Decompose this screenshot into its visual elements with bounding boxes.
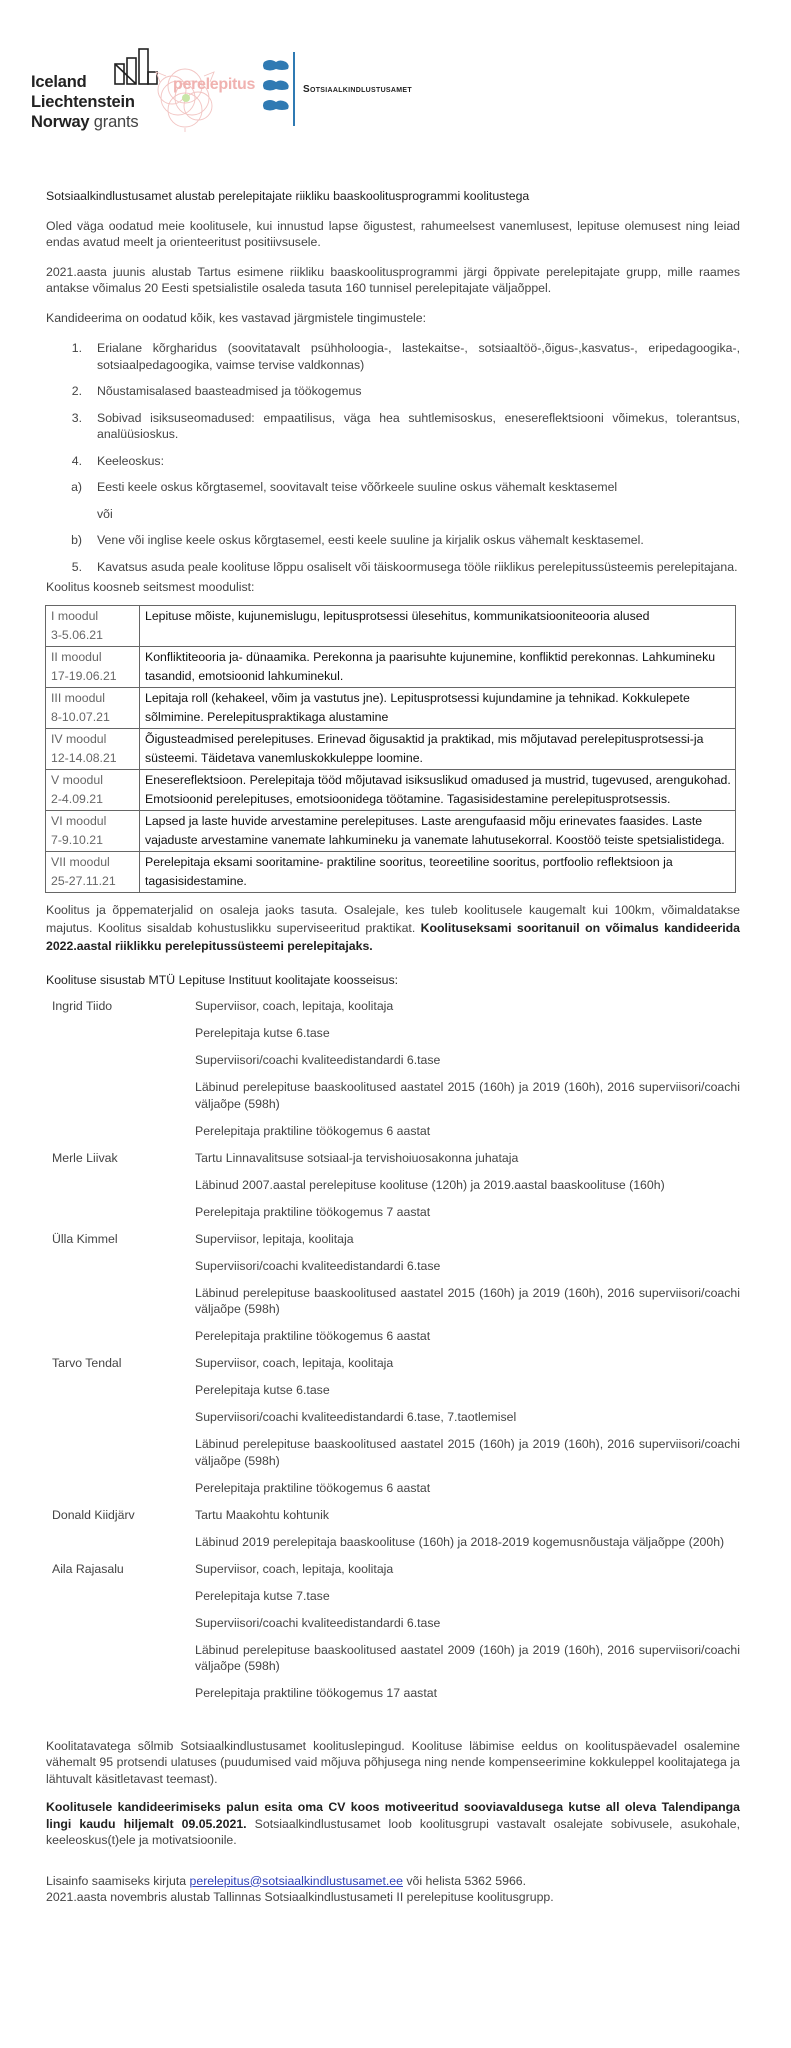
trainer-detail-row <box>46 1409 740 1426</box>
module-description: Enesereflektsioon. Perelepitaja tööd mõjutavad isiksuslikud omadused ja mustrid, tugevused, arengukohad. Emotsioonid perelepituses, emotsioonidega töötamine. Tagasisidestamine perelepitusprotsessis. <box>140 769 736 810</box>
footer-section <box>46 1738 740 1906</box>
module-description: Konfliktiteooria ja- dünaamika. Perekonna ja paarisuhte kujunemine, konfliktid perekonnas. Lahkumineku tasandid, emotsioonid lahkuminekul. <box>140 646 736 687</box>
module-row <box>46 851 736 892</box>
module-description: Lapsed ja laste huvide arvestamine perelepituses. Laste arengufaasid mõju erinevates faasides. Laste vajaduste arvestamine vanemate lahkumineku ja vanemate lahutusekorral. Koostöö teiste spetsialistidega. <box>140 810 736 851</box>
module-row <box>46 605 736 646</box>
trainer-credential: Superviisor, coach, lepitaja, koolitaja <box>195 1561 394 1576</box>
trainer-detail-row <box>46 1079 740 1112</box>
trainer-credential: Perelepitaja praktiline töökogemus 7 aastat <box>195 1204 431 1219</box>
module-row <box>46 728 736 769</box>
trainer-detail-row <box>46 1123 740 1140</box>
trainer-name: Merle Liivak <box>52 1150 118 1165</box>
trainer-detail-row <box>46 1258 740 1275</box>
trainer-credential: Perelepitaja praktiline töökogemus 6 aastat <box>195 1123 431 1138</box>
module-row <box>46 646 736 687</box>
trainer-detail-row <box>46 1615 740 1632</box>
perelepitus-flower-icon <box>130 62 250 132</box>
requirement-item <box>46 410 740 443</box>
eea-line-grants: grants <box>93 113 139 131</box>
module-dates: 12-14.08.21 <box>51 750 117 765</box>
module-label <box>46 851 140 892</box>
requirement-text: Eesti keele oskus kõrgtasemel, soovitavalt teise võõrkeele suuline oskus vähemalt kesktasemel <box>97 480 618 494</box>
sotsiaalkindlustusamet-wordmark: Sotsiaalkindlustusamet <box>303 84 412 95</box>
eea-grants-wordmark <box>31 72 138 132</box>
trainer-credential: Läbinud perelepituse baaskoolitused aastatel 2015 (160h) ja 2019 (160h), 2016 superviisori/coachi väljaõpe (598h) <box>195 1437 740 1468</box>
trainer-credential: Perelepitaja praktiline töökogemus 6 aastat <box>195 1480 431 1495</box>
module-dates: 17-19.06.21 <box>51 668 117 683</box>
trainer-detail-row <box>46 1480 740 1497</box>
trainer-credential: Superviisor, lepitaja, koolitaja <box>195 1231 354 1246</box>
module-label <box>46 769 140 810</box>
requirement-subitem <box>46 532 740 549</box>
perelepitus-wordmark: perelepitus <box>173 76 256 93</box>
trainer-name: Ülla Kimmel <box>52 1231 118 1246</box>
trainer-detail-row <box>46 1177 740 1194</box>
trainer-credential: Superviisor, coach, lepitaja, koolitaja <box>195 999 394 1013</box>
trainer-credential: Läbinud 2019 perelepitaja baaskoolituse (160h) ja 2018-2019 kogemusnõustaja väljaõppe (200h) <box>195 1534 725 1549</box>
trainer-detail-row <box>46 1642 740 1675</box>
trainer-credential: Superviisori/coachi kvaliteedistandardi 6.tase, 7.taotlemisel <box>195 1410 517 1424</box>
intro-paragraph: 2021.aasta juunis alustab Tartus esimene riikliku baaskoolitusprogrammi järgi õppivate perelepitajate grupp, mille raames antakse võimalus 20 Eesti spetsialistile osaleda tasuta 160 tunnisel perelepitajate väljaõppel. <box>46 264 740 295</box>
apply-paragraph: Koolitusele kandideerimiseks palun esita oma CV koos motiveeritud sooviavaldusega kutse all oleva Talendipanga lingi kaudu hiljemalt 09.05.2021. Sotsiaalkindlustusamet loob koolitusgrupi vastavalt osalejate sobivusele, asukohale, keeleoskus(t)ele ja motivatsioonile. <box>46 1800 740 1847</box>
module-name: II moodul <box>51 649 102 664</box>
module-description: Lepitaja roll (kehakeel, võim ja vastutus jne). Lepitusprotsessi kujundamine ja tehnikad. Kokkulepete sõlmimine. Perelepituspraktikaga alustamine <box>140 687 736 728</box>
trainer-credential: Perelepitaja praktiline töökogemus 17 aastat <box>195 1686 437 1700</box>
trainer-credential: Superviisor, coach, lepitaja, koolitaja <box>195 1356 394 1370</box>
trainers-intro: Koolituse sisustab MTÜ Lepituse Instituut koolitajate koosseisus: <box>46 972 399 987</box>
module-label <box>46 728 140 769</box>
requirements-intro: Kandideerima on oodatud kõik, kes vastavad järgmistele tingimustele: <box>46 310 427 325</box>
requirement-number: 1. <box>71 341 82 355</box>
next-group-note: 2021.aasta novembris alustab Tallinnas Sotsiaalkindlustusameti II perelepituse koolitusgrupp. <box>46 1890 554 1904</box>
eea-line-norway: Norway <box>31 113 90 131</box>
trainer-credential: Superviisori/coachi kvaliteedistandardi 6.tase <box>195 1615 441 1630</box>
requirement-item <box>46 383 740 400</box>
trainer-credential: Tartu Linnavalitsuse sotsiaal-ja tervishoiuosakonna juhataja <box>195 1150 519 1165</box>
requirement-number: 5. <box>71 559 82 574</box>
logo-bar <box>0 0 791 180</box>
module-name: VI moodul <box>51 813 107 828</box>
module-description: Lepituse mõiste, kujunemislugu, lepitusprotsessi ülesehitus, kommunikatsiooniteooria alused <box>140 605 736 646</box>
requirement-text: Vene või inglise keele oskus kõrgtasemel, eesti keele suuline ja kirjalik oskus vähemalt kesktasemel. <box>97 533 644 547</box>
module-dates: 7-9.10.21 <box>51 832 103 847</box>
trainer-row <box>46 1355 740 1372</box>
module-name: VII moodul <box>51 854 110 869</box>
module-name: III moodul <box>51 690 105 705</box>
requirement-subitem <box>46 479 740 496</box>
requirements-list <box>46 340 740 575</box>
module-description: Õigusteadmised perelepituses. Erinevad õigusaktid ja praktikad, mis mõjutavad perelepitusprotsessi-ja süsteemi. Täidetava vanemluskokkuleppe loomine. <box>140 728 736 769</box>
module-label <box>46 810 140 851</box>
estonian-lions-coat-of-arms-icon <box>262 58 292 120</box>
module-name: IV moodul <box>51 731 107 746</box>
trainer-name: Donald Kiidjärv <box>52 1507 135 1522</box>
trainer-credential: Perelepitaja kutse 6.tase <box>195 1026 330 1040</box>
trainer-credential: Superviisori/coachi kvaliteedistandardi 6.tase <box>195 1258 441 1273</box>
trainer-credential: Perelepitaja kutse 7.tase <box>195 1588 330 1603</box>
trainer-row <box>46 998 740 1015</box>
trainer-credential: Läbinud 2007.aastal perelepituse koolituse (120h) ja 2019.aastal baaskoolituse (160h) <box>195 1177 665 1192</box>
trainer-name: Aila Rajasalu <box>52 1561 124 1576</box>
article-body <box>46 188 740 1906</box>
requirement-number: 2. <box>71 384 82 398</box>
trainer-detail-row <box>46 1382 740 1399</box>
module-dates: 25-27.11.21 <box>51 873 116 888</box>
module-description: Perelepitaja eksami sooritamine- praktiline sooritus, teoreetiline sooritus, portfoolio reflektsioon ja tagasisidestamine. <box>140 851 736 892</box>
module-label <box>46 605 140 646</box>
module-row <box>46 810 736 851</box>
module-dates: 8-10.07.21 <box>51 709 110 724</box>
trainers-list <box>46 998 740 1702</box>
eea-line-iceland: Iceland <box>31 73 87 91</box>
requirement-text: Kavatsus asuda peale koolituse lõppu osaliselt või täiskoormusega tööle riiklikus perelepitussüsteemis perelepitajana. <box>97 559 738 574</box>
trainer-credential: Tartu Maakohtu kohtunik <box>195 1507 329 1522</box>
module-name: I moodul <box>51 608 99 623</box>
exam-opportunity-note: Koolituseksami sooritanuil on võimalus kandideerida 2022.aastal riiklikku perelepitussüsteemi perelepitajaks. <box>46 920 740 953</box>
trainer-detail-row <box>46 1052 740 1069</box>
requirement-item <box>46 559 740 576</box>
trainer-detail-row <box>46 1534 740 1551</box>
training-conditions: Koolitus ja õppematerjalid on osaleja jaoks tasuta. Osalejale, kes tuleb koolitusele kaugemalt kui 100km, võimaldatakse majutus. Koolitus sisaldab kohustuslikku superviseeritud praktikat. Koolituseksami sooritanuil on võimalus kandideerida 2022.aastal riiklikku perelepitussüsteemi perelepitajaks. <box>46 902 740 953</box>
requirement-letter: b) <box>71 533 82 547</box>
trainer-detail-row <box>46 1685 740 1702</box>
contact-line: Lisainfo saamiseks kirjuta perelepitus@sotsiaalkindlustusamet.ee või helista 5362 5966. <box>46 1873 527 1888</box>
module-label <box>46 687 140 728</box>
module-label <box>46 646 140 687</box>
trainer-row <box>46 1561 740 1578</box>
trainer-credential: Läbinud perelepituse baaskoolitused aastatel 2015 (160h) ja 2019 (160h), 2016 superviisori/coachi väljaõpe (598h) <box>195 1080 740 1111</box>
contract-paragraph: Koolitatavatega sõlmib Sotsiaalkindlustusamet koolituslepingud. Koolituse läbimise eeldus on koolituspäevadel osalemine vähemalt 95 protsendi ulatuses (puudumised vaid mõjuva põhjusega ning nende kompenseerimine kokkuleppel koolitajatega ja lähtuvalt käsitletavast teemast). <box>46 1738 740 1786</box>
module-name: V moodul <box>51 772 103 787</box>
requirement-text: Keeleoskus: <box>97 453 164 468</box>
trainer-credential: Superviisori/coachi kvaliteedistandardi 6.tase <box>195 1053 441 1067</box>
requirement-item <box>46 340 740 373</box>
modules-intro: Koolitus koosneb seitsmest moodulist: <box>46 580 255 594</box>
module-dates: 3-5.06.21 <box>51 627 103 642</box>
requirement-text: Erialane kõrgharidus (soovitatavalt psühholoogia-, lastekaitse-, sotsiaaltöö-,õigus-,kasvatus-, eripedagoogika-, sotsiaalpedagoogika, vaimse tervise valdkonnas) <box>97 341 740 372</box>
trainer-detail-row <box>46 1328 740 1345</box>
requirement-text: või <box>97 506 113 521</box>
email-link[interactable]: perelepitus@sotsiaalkindlustusamet.ee <box>189 1873 403 1888</box>
trainer-credential: Perelepitaja praktiline töökogemus 6 aastat <box>195 1329 431 1343</box>
apply-deadline: Koolitusele kandideerimiseks palun esita oma CV koos motiveeritud sooviavaldusega kutse all oleva Talendipanga lingi kaudu hiljemalt 09.05.2021. <box>46 1800 740 1831</box>
trainer-row <box>46 1507 740 1524</box>
trainer-credential: Läbinud perelepituse baaskoolitused aastatel 2015 (160h) ja 2019 (160h), 2016 superviisori/coachi väljaõpe (598h) <box>195 1285 740 1316</box>
requirement-number: 3. <box>71 410 82 425</box>
logo-divider <box>293 52 295 126</box>
requirement-number: 4. <box>71 453 82 468</box>
requirement-item <box>46 453 740 470</box>
intro-paragraph: Oled väga oodatud meie koolitusele, kui innustud lapse õigustest, rahumeelsest vanemlusest, lepituse olemusest ning leiad endas avatud meelt ja orienteeritust positiivsusele. <box>46 218 740 249</box>
requirement-letter: a) <box>71 480 82 494</box>
requirement-text: Nõustamisalased baasteadmised ja töökogemus <box>97 384 362 398</box>
trainer-detail-row <box>46 1204 740 1221</box>
requirement-or-separator <box>46 506 740 523</box>
trainer-name: Tarvo Tendal <box>52 1356 122 1370</box>
trainer-credential: Perelepitaja kutse 6.tase <box>195 1383 330 1397</box>
trainer-row <box>46 1231 740 1248</box>
module-dates: 2-4.09.21 <box>51 791 103 806</box>
trainer-credential: Läbinud perelepituse baaskoolitused aastatel 2009 (160h) ja 2019 (160h), 2016 superviisori/coachi väljaõpe (598h) <box>195 1642 740 1673</box>
module-row <box>46 687 736 728</box>
trainer-detail-row <box>46 1025 740 1042</box>
eea-line-liechtenstein: Liechtenstein <box>31 93 135 111</box>
trainer-detail-row <box>46 1588 740 1605</box>
trainer-name: Ingrid Tiido <box>52 999 113 1013</box>
modules-table <box>45 605 736 893</box>
article-heading: Sotsiaalkindlustusamet alustab perelepitajate riikliku baaskoolitusprogrammi koolitustega <box>46 189 530 203</box>
requirement-text: Sobivad isiksuseomadused: empaatilisus, väga hea suhtlemisoskus, enesereflektsiooni võimekus, tolerantsus, analüüsioskus. <box>97 410 740 441</box>
trainer-row <box>46 1150 740 1167</box>
trainer-detail-row <box>46 1436 740 1469</box>
module-row <box>46 769 736 810</box>
trainer-detail-row <box>46 1285 740 1318</box>
